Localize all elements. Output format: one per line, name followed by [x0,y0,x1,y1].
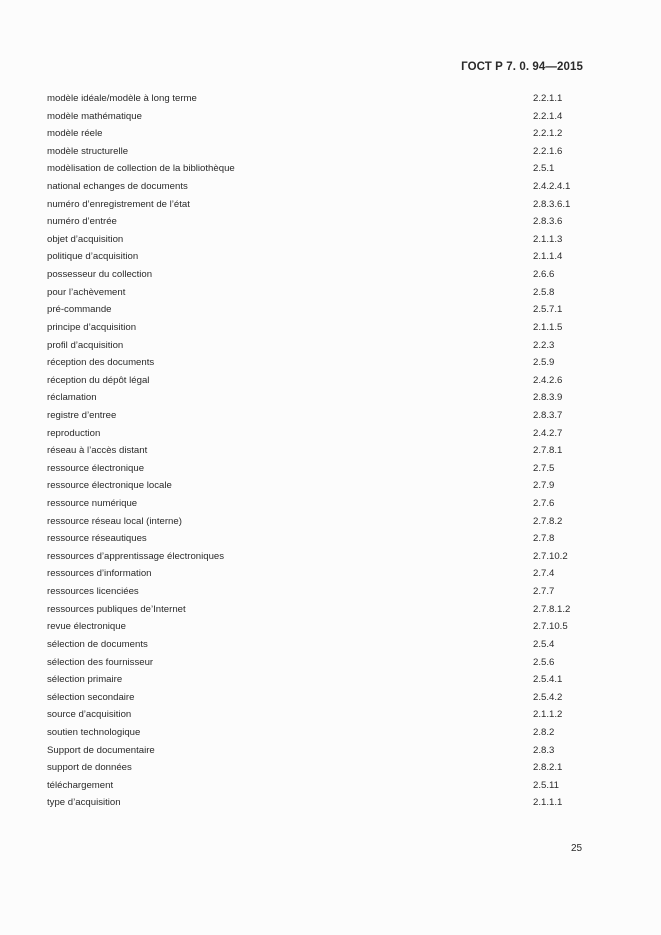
index-reference: 2.5.9 [533,357,555,369]
index-entry [47,794,607,812]
index-term: ressources licenciées [47,586,139,598]
index-entry [47,671,607,689]
index-entry [47,389,607,407]
index-entry [47,565,607,583]
index-term: ressource électronique locale [47,480,172,492]
index-entry [47,442,607,460]
index-reference: 2.7.8.1 [533,445,563,457]
index-reference: 2.2.1.4 [533,110,563,122]
index-entry [47,495,607,513]
index-term: soutien technologique [47,726,141,738]
index-term: ressources d’information [47,568,152,580]
index-entry [47,724,607,742]
index-term: réseau à l’accès distant [47,445,148,457]
index-reference: 2.7.9 [533,480,555,492]
index-entry [47,477,607,495]
index-term: pré-commande [47,304,112,316]
index-term: numéro d’entrée [47,216,117,228]
index-entry [47,460,607,478]
index-entry [47,372,607,390]
index-reference: 2.5.4 [533,638,555,650]
index-entry [47,319,607,337]
index-entry [47,213,607,231]
index-reference: 2.5.1 [533,163,555,175]
index-reference: 2.4.2.7 [533,427,563,439]
index-term: modèlisation de collection de la bibliothèque [47,163,235,175]
index-term: sélection primaire [47,674,123,686]
page-number: 25 [571,843,583,854]
index-term: modèle idéale/modèle à long terme [47,93,197,104]
index-reference: 2.8.3.9 [533,392,563,404]
index-entry [47,425,607,443]
index-reference: 2.5.6 [533,656,555,668]
index-term: modèle mathématique [47,110,142,122]
index-term: objet d’acquisition [47,233,124,245]
index-reference: 2.5.7.1 [533,304,563,316]
index-term: support de données [47,762,132,774]
index-entry [47,178,607,196]
index-reference: 2.1.1.2 [533,709,563,721]
index-entry [47,583,607,601]
index-entry [47,654,607,672]
index-reference: 2.7.8 [533,533,555,545]
index-reference: 2.1.1.4 [533,251,563,263]
index-entry [47,301,607,319]
index-reference: 2.2.1.6 [533,145,563,157]
index-reference: 2.8.3.6 [533,216,563,228]
index-term: ressource numérique [47,498,138,510]
index-entry [47,266,607,284]
index-entry [47,354,607,372]
index-entry [47,601,607,619]
index-reference: 2.5.4.1 [533,674,563,686]
index-term: possesseur du collection [47,269,153,281]
index-reference: 2.7.8.1.2 [533,603,571,615]
index-entry [47,777,607,795]
index-reference: 2.7.7 [533,586,555,598]
index-reference: 2.2.1.1 [533,93,563,104]
index-entry [47,618,607,636]
index-term: sélection secondaire [47,691,135,703]
index-term: reproduction [47,427,101,439]
index-term: politique d’acquisition [47,251,139,263]
index-reference: 2.5.11 [533,779,559,791]
index-reference: 2.7.8.2 [533,515,563,527]
index-term: modèle réele [47,128,103,140]
index-entry [47,248,607,266]
index-reference: 2.8.3 [533,744,555,756]
index-reference: 2.7.6 [533,498,555,510]
index-term: numéro d’enregistrement de l’état [47,198,190,210]
index-term: réception du dépôt légal [47,374,150,386]
index-entry [47,231,607,249]
index-term: sélection de documents [47,638,148,650]
index-entry [47,143,607,161]
index-entry [47,108,607,126]
index-term: ressources d’apprentissage électroniques [47,550,225,562]
index-term: ressources publiques de’Internet [47,603,186,615]
index-reference: 2.2.3 [533,339,555,351]
index-reference: 2.2.1.2 [533,128,563,140]
index-term: registre d’entree [47,409,117,421]
index-entry [47,125,607,143]
index-entry [47,759,607,777]
index-term: ressource électronique [47,462,145,474]
index-term: profil d’acquisition [47,339,124,351]
term-index-list [47,90,607,812]
index-term: ressource réseau local (interne) [47,515,182,527]
index-entry [47,548,607,566]
index-reference: 2.8.3.6.1 [533,198,571,210]
index-entry [47,706,607,724]
index-entry [47,530,607,548]
index-entry [47,513,607,531]
index-term: sélection des fournisseur [47,656,154,668]
index-reference: 2.1.1.5 [533,321,563,333]
index-term: national echanges de documents [47,181,188,193]
index-entry [47,160,607,178]
index-reference: 2.5.4.2 [533,691,563,703]
index-reference: 2.5.8 [533,286,555,298]
index-entry [47,196,607,214]
index-term: réclamation [47,392,97,404]
index-reference: 2.7.5 [533,462,555,474]
index-reference: 2.6.6 [533,269,555,281]
index-reference: 2.8.3.7 [533,409,563,421]
index-term: type d’acquisition [47,797,121,809]
standard-header: ГОСТ Р 7. 0. 94—2015 [461,61,583,73]
index-entry [47,284,607,302]
index-reference: 2.8.2 [533,726,555,738]
index-term: Support de documentaire [47,744,155,756]
index-entry [47,407,607,425]
index-term: téléchargement [47,779,114,791]
index-term: principe d’acquisition [47,321,137,333]
index-entry [47,337,607,355]
index-entry [47,90,607,108]
index-entry [47,636,607,654]
index-reference: 2.1.1.1 [533,797,563,809]
index-term: revue électronique [47,621,126,633]
index-reference: 2.7.10.5 [533,621,568,633]
index-reference: 2.8.2.1 [533,762,563,774]
index-term: réception des documents [47,357,155,369]
index-entry [47,689,607,707]
index-term: source d’acquisition [47,709,132,721]
index-term: pour l’achèvement [47,286,126,298]
index-term: modèle structurelle [47,145,129,157]
index-entry [47,742,607,760]
index-reference: 2.7.10.2 [533,550,568,562]
index-reference: 2.7.4 [533,568,555,580]
index-reference: 2.4.2.4.1 [533,181,571,193]
index-reference: 2.1.1.3 [533,233,563,245]
index-term: ressource réseautiques [47,533,147,545]
index-reference: 2.4.2.6 [533,374,563,386]
